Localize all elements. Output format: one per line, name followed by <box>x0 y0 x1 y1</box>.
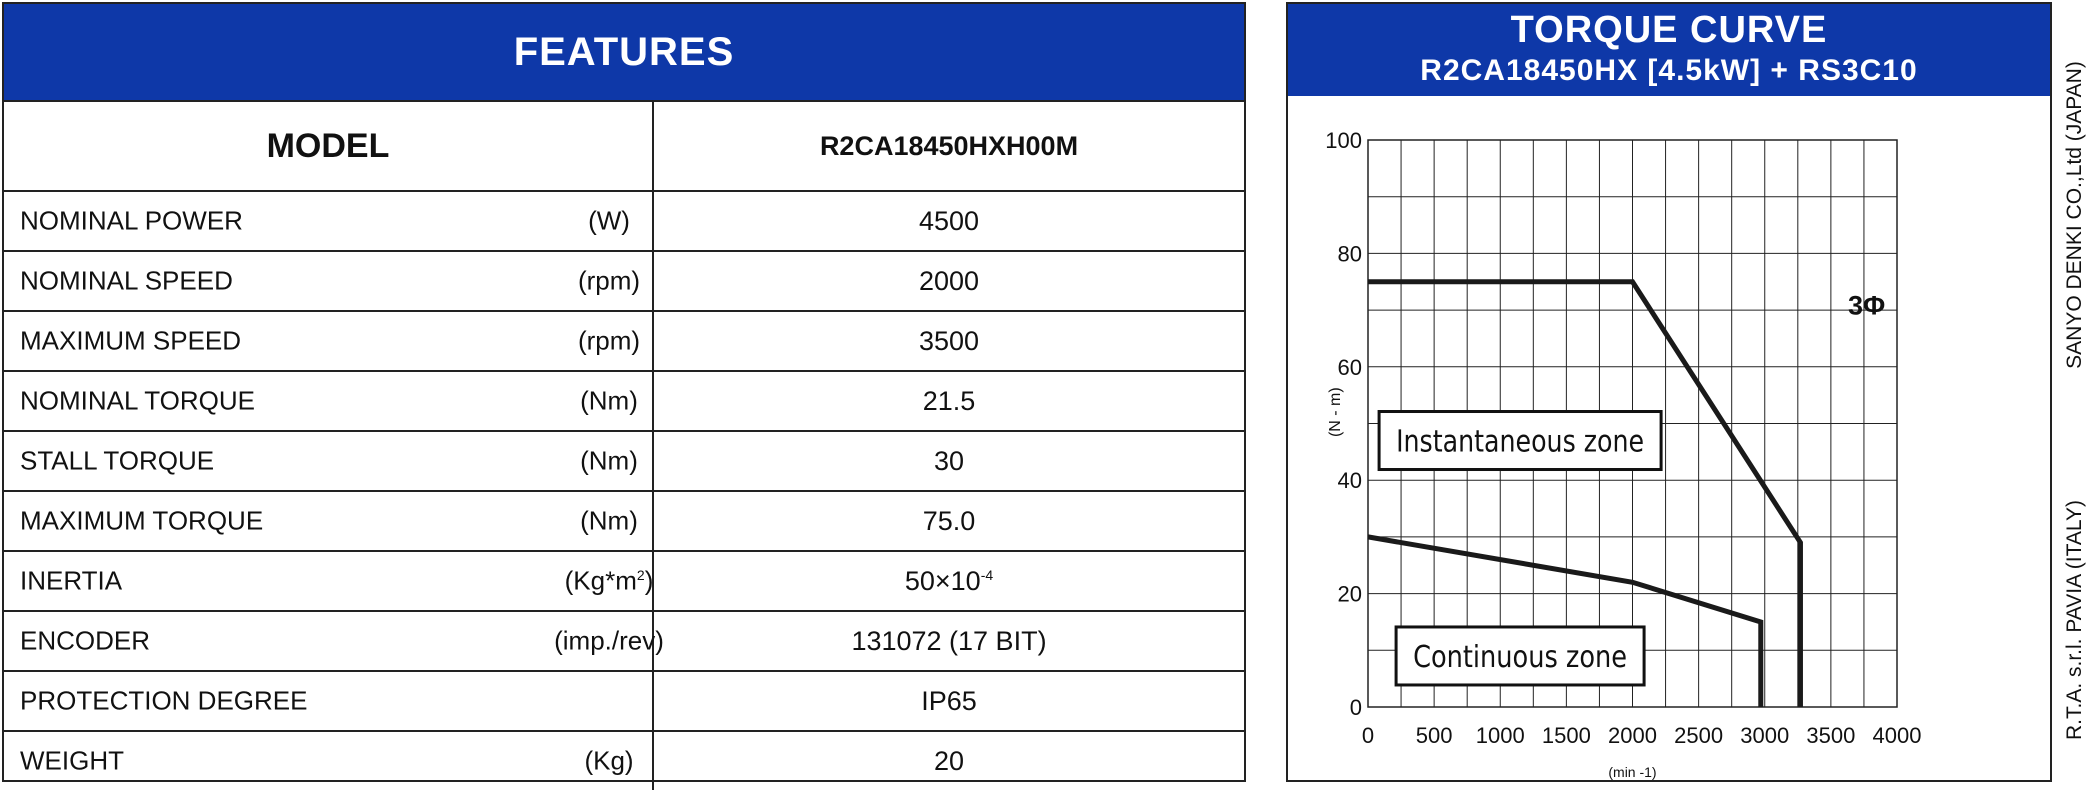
spec-label-cell <box>4 731 653 790</box>
spec-value-text: 131072 (17 BIT) <box>851 625 1047 656</box>
features-panel <box>2 2 1246 782</box>
spec-unit-text: (Kg) <box>584 745 634 776</box>
y-tick-label: 100 <box>1325 128 1362 153</box>
spec-value <box>653 251 1244 311</box>
spec-label-cell <box>4 371 653 431</box>
spec-unit <box>534 326 684 357</box>
torque-chart <box>1288 96 2050 780</box>
spec-label-cell <box>4 611 664 671</box>
spec-value <box>653 731 1244 790</box>
zone-label-text: Instantaneous zone <box>1396 424 1645 460</box>
spec-value-text: 4500 <box>918 205 980 236</box>
spec-unit-text: (Nm) <box>580 445 638 476</box>
torque-title: TORQUE CURVE <box>1510 9 1828 51</box>
spec-unit <box>534 266 684 297</box>
spec-unit-text: (rpm) <box>577 325 641 356</box>
torque-header <box>1288 4 2050 96</box>
spec-value <box>653 191 1244 251</box>
spec-unit <box>534 566 684 597</box>
y-axis-label: (N - m) <box>1327 387 1344 438</box>
zone-label-text: Continuous zone <box>1413 639 1628 675</box>
spec-name: MAXIMUM SPEED <box>20 325 242 356</box>
spec-row <box>4 371 1244 431</box>
spec-value-text: 3500 <box>918 325 980 356</box>
spec-unit-text: (imp./rev) <box>554 625 664 656</box>
spec-name: ENCODER <box>20 625 151 656</box>
spec-row <box>4 671 1244 731</box>
y-tick-label: 20 <box>1337 581 1362 607</box>
spec-unit <box>534 506 684 537</box>
y-tick-label: 80 <box>1337 241 1362 267</box>
spec-value <box>653 491 1244 551</box>
spec-unit-text: (W) <box>588 205 630 236</box>
x-tick-label: 3500 <box>1806 723 1856 748</box>
x-tick-label: 4000 <box>1872 723 1922 748</box>
spec-label-cell <box>4 671 653 731</box>
distributor-text: R.T.A. s.r.l. PAVIA (ITALY) <box>2063 500 2086 740</box>
spec-unit <box>534 626 684 657</box>
spec-row <box>4 611 1244 671</box>
spec-name: NOMINAL POWER <box>20 205 243 236</box>
x-tick-label: 1500 <box>1541 723 1591 748</box>
spec-unit <box>534 446 684 477</box>
torque-curve-panel <box>1286 2 2052 782</box>
spec-row <box>4 491 1244 551</box>
spec-label-cell <box>4 191 653 251</box>
manufacturer-text: SANYO DENKI CO.,Ltd (JAPAN) <box>2063 61 2086 369</box>
spec-name: NOMINAL SPEED <box>20 265 233 296</box>
y-tick-label: 0 <box>1349 695 1362 720</box>
model-value: R2CA18450HXH00M <box>653 101 1244 191</box>
x-tick-label: 0 <box>1361 723 1375 748</box>
spec-value-text: 75.0 <box>922 505 976 536</box>
x-tick-label: 1000 <box>1475 723 1525 748</box>
x-tick-label: 3000 <box>1740 723 1790 748</box>
spec-label-cell <box>4 251 653 311</box>
x-tick-label: 2500 <box>1674 723 1724 748</box>
spec-value <box>653 371 1244 431</box>
spec-value-text: IP65 <box>921 685 977 716</box>
y-tick-label: 60 <box>1337 354 1362 380</box>
y-tick-label: 40 <box>1337 468 1362 494</box>
side-credits <box>2058 0 2092 786</box>
model-label: MODEL <box>4 101 653 191</box>
spec-unit-text: (Kg*m <box>564 565 637 596</box>
spec-row <box>4 311 1244 371</box>
torque-subtitle: R2CA18450HX [4.5kW] + RS3C10 <box>1420 54 1918 87</box>
spec-name: PROTECTION DEGREE <box>20 685 308 716</box>
spec-value <box>653 551 1244 611</box>
spec-row <box>4 551 1244 611</box>
spec-unit <box>534 386 684 417</box>
spec-unit-sup: 2 <box>636 566 645 583</box>
spec-value <box>653 671 1244 731</box>
spec-name: WEIGHT <box>20 745 124 776</box>
spec-unit-text: (Nm) <box>580 385 638 416</box>
spec-value <box>653 611 1244 671</box>
spec-name: STALL TORQUE <box>20 445 215 476</box>
spec-value <box>653 311 1244 371</box>
phase-label: 3Φ <box>1847 290 1886 321</box>
features-header: FEATURES <box>4 4 1244 100</box>
spec-name: INERTIA <box>20 565 123 596</box>
spec-value-text: 21.5 <box>922 385 976 416</box>
spec-value-text: 50×10 <box>904 565 981 596</box>
spec-name: NOMINAL TORQUE <box>20 385 256 416</box>
spec-value <box>653 431 1244 491</box>
spec-row <box>4 251 1244 311</box>
spec-row <box>4 191 1244 251</box>
features-table <box>4 100 1244 790</box>
spec-label-cell <box>4 491 653 551</box>
spec-value-text: 2000 <box>918 265 980 296</box>
spec-value-text: 20 <box>933 745 965 776</box>
spec-name: MAXIMUM TORQUE <box>20 505 264 536</box>
spec-value-text: 30 <box>933 445 965 476</box>
spec-label-cell <box>4 311 653 371</box>
x-tick-label: 500 <box>1415 723 1453 748</box>
spec-unit-end: ) <box>644 565 654 596</box>
model-row <box>4 101 1244 191</box>
spec-unit-text: (rpm) <box>577 265 641 296</box>
spec-unit <box>534 746 684 777</box>
x-axis-label: (min -1) <box>1608 764 1657 780</box>
spec-row <box>4 431 1244 491</box>
spec-unit-text: (Nm) <box>580 505 638 536</box>
spec-value-sup: -4 <box>980 566 994 583</box>
spec-label-cell <box>4 431 653 491</box>
x-tick-label: 2000 <box>1608 723 1657 748</box>
spec-unit <box>534 206 684 237</box>
spec-row <box>4 731 1244 790</box>
spec-label-cell <box>4 551 653 611</box>
